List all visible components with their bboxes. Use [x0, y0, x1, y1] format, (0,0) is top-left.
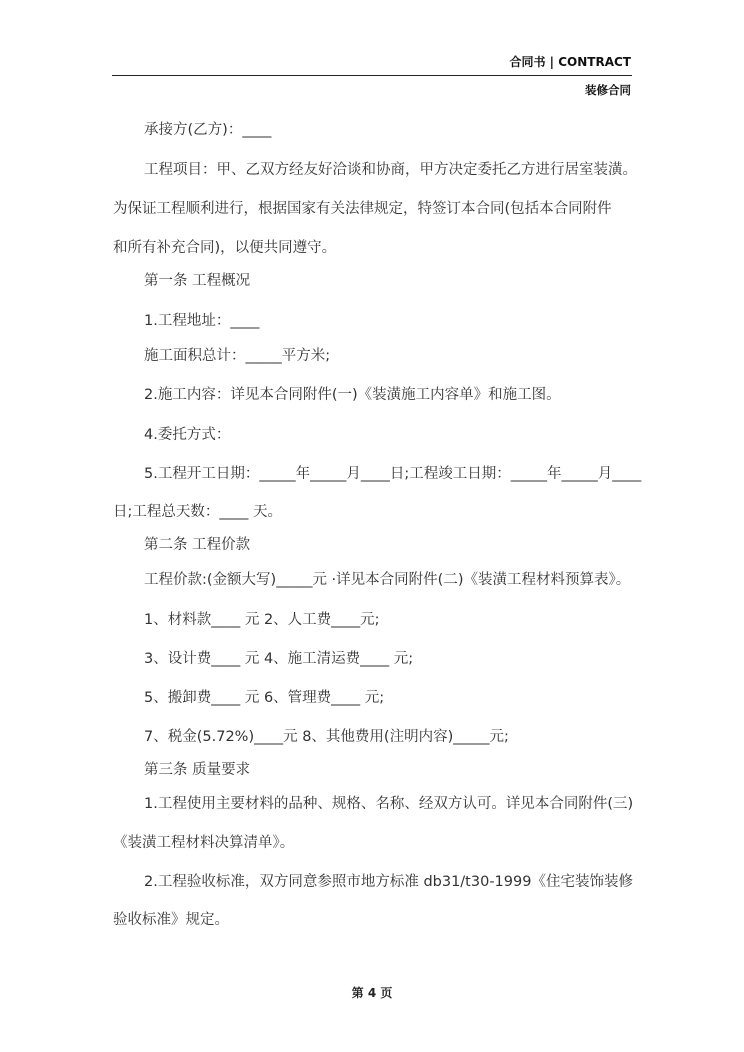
header-subtitle: 装修合同 [585, 83, 631, 97]
paragraph-line: 为保证工程顺利进行，根据国家有关法律规定，特签订本合同(包括本合同附件 [113, 201, 612, 217]
paragraph-line: 和所有补充合同)，以便共同遵守。 [113, 240, 337, 256]
article-heading: 第一条 工程概况 [144, 273, 251, 289]
paragraph-line: 1.工程地址：____ [144, 313, 260, 329]
paragraph-line: 施工面积总计：_____平方米; [144, 348, 331, 364]
paragraph-line: 1、材料款____ 元 2、人工费____元; [144, 612, 380, 628]
paragraph-line: 《装潢工程材料决算清单》。 [113, 835, 295, 851]
paragraph-line: 2.施工内容：详见本合同附件(一)《装潢施工内容单》和施工图。 [144, 387, 561, 403]
paragraph-line: 工程项目：甲、乙双方经友好洽谈和协商，甲方决定委托乙方进行居室装潢。 [144, 162, 637, 178]
paragraph-line: 1.工程使用主要材料的品种、规格、名称、经双方认可。详见本合同附件(三) [144, 796, 634, 812]
paragraph-line: 2.工程验收标准，双方同意参照市地方标准 db31/t30-1999《住宅装饰装修 [144, 874, 633, 890]
paragraph-line: 7、税金(5.72%)____元 8、其他费用(注明内容)_____元; [144, 729, 509, 745]
paragraph-line: 验收标准》规定。 [113, 912, 229, 928]
contractor-party-line: 承接方(乙方)：____ [144, 122, 272, 138]
paragraph-line: 3、设计费____ 元 4、施工清运费____ 元; [144, 651, 414, 667]
article-heading: 第二条 工程价款 [144, 537, 251, 553]
paragraph-line: 5.工程开工日期：_____年_____月____日;工程竣工日期：_____年_____月____ [144, 466, 642, 482]
paragraph-line: 日;工程总天数：____ 天。 [113, 504, 282, 520]
paragraph-line: 5、搬卸费____ 元 6、管理费____ 元; [144, 690, 385, 706]
paragraph-line: 4.委托方式： [144, 427, 231, 443]
page-number: 第 4 页 [351, 986, 393, 1000]
article-heading: 第三条 质量要求 [144, 762, 251, 778]
paragraph-line: 工程价款:(金额大写)_____元 ·详见本合同附件(二)《装潢工程材料预算表》。 [144, 572, 631, 588]
header-divider [112, 75, 632, 76]
header-title: 合同书 | CONTRACT [509, 55, 631, 69]
